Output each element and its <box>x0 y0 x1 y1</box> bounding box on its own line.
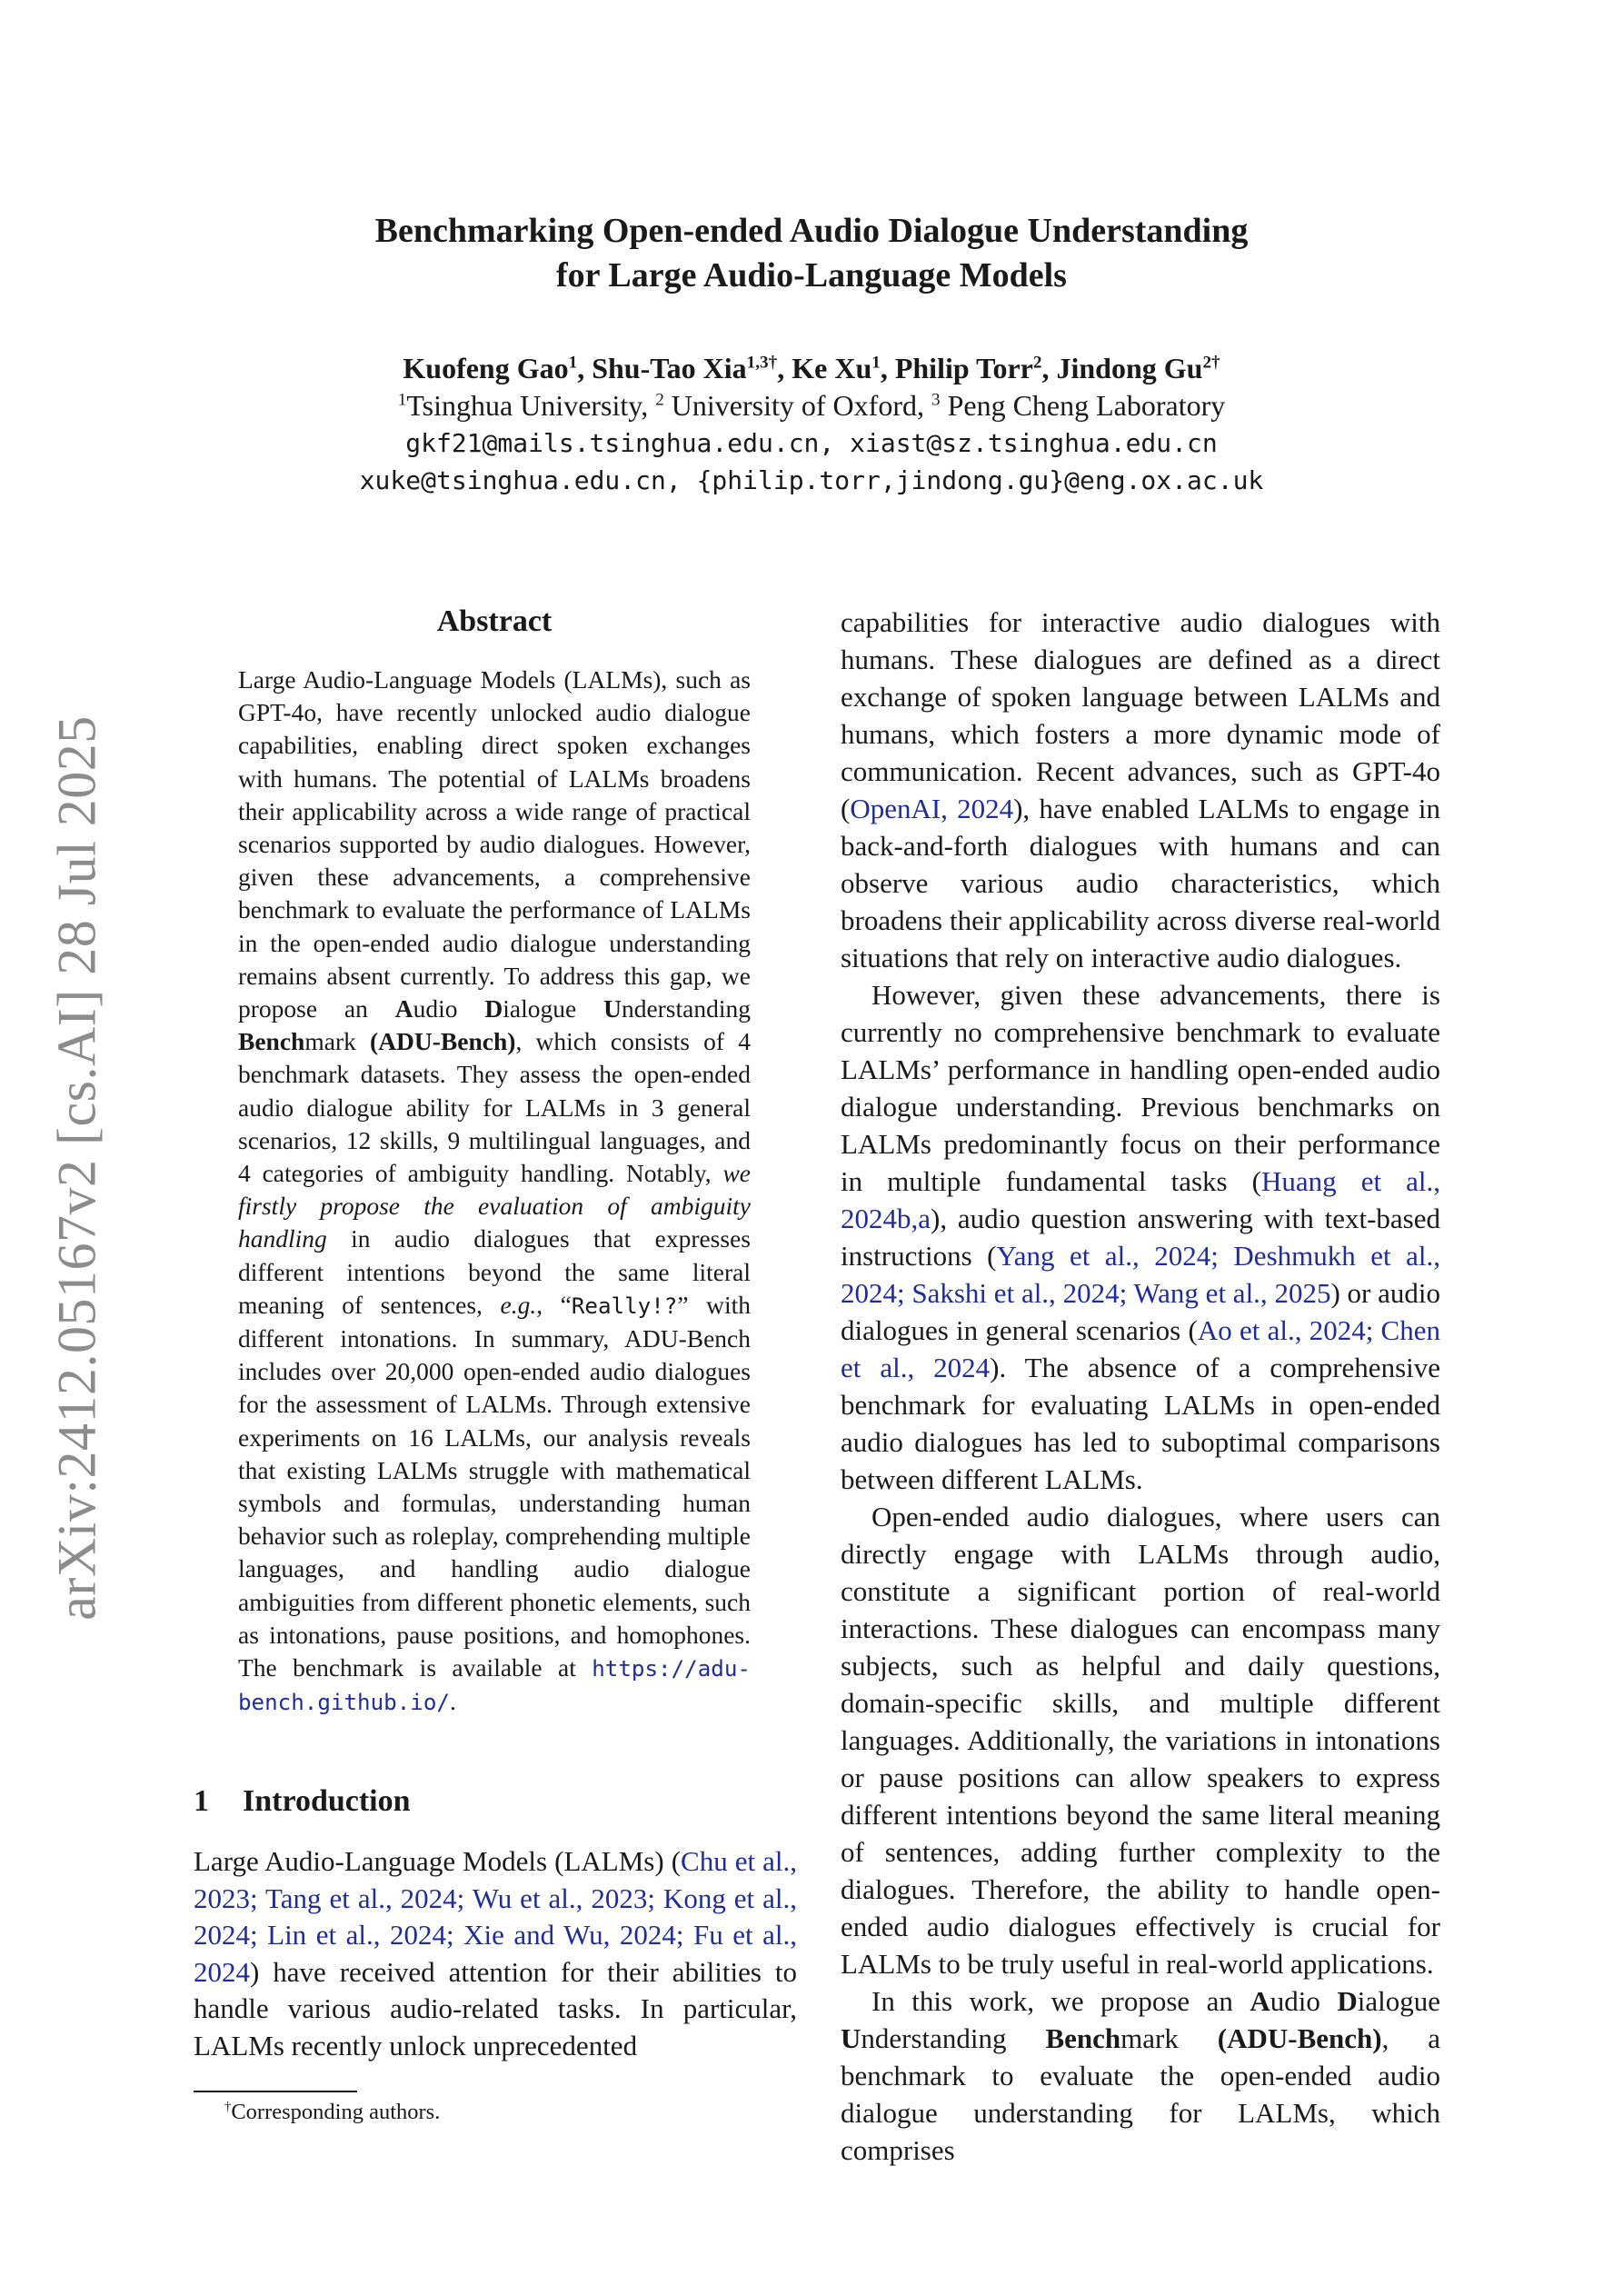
benchmark-url-link[interactable]: https://adu-bench.github.io/ <box>238 1656 751 1716</box>
acronym-letter: A <box>1250 1985 1270 2017</box>
body-text: ), audio question answering with text-based instructions ( <box>841 1203 1440 1272</box>
abstract-text: , which consists of 4 benchmark datasets. They assess the open-ended audio dialogue ability for LALMs in 3 general scenarios, 12 skills, 9 multilingual languages, and 4 categories of ambiguity handling. Notably, <box>238 1027 751 1188</box>
body-paragraph <box>841 604 1440 976</box>
acronym-letter: U <box>603 994 622 1023</box>
footnote-mark: † <box>224 2099 232 2114</box>
affiliation: University of Oxford, <box>663 389 931 422</box>
acronym-letter: D <box>484 994 503 1023</box>
intro-paragraph <box>194 1843 797 2064</box>
author-block <box>175 350 1448 499</box>
author-name: Philip Torr <box>894 352 1033 384</box>
footnote-divider <box>194 2091 357 2092</box>
acronym-letter: Bench <box>1045 2022 1121 2054</box>
body-text: udio <box>1270 1985 1338 2017</box>
author-affiliation-mark: 2 <box>1032 353 1042 373</box>
affiliation: Tsinghua University, <box>406 389 656 422</box>
body-text: capabilities for interactive audio dialogues with humans. These dialogues are defined as a direct exchange of spoken language between LALMs and humans, which fosters a more dynamic mode of communication. Recent advances, such as GPT-4o ( <box>841 606 1440 824</box>
affiliations <box>175 387 1448 424</box>
title-line-2: for Large Audio-Language Models <box>556 256 1067 294</box>
abstract-text: , “ <box>536 1290 572 1319</box>
abstract-paragraph <box>238 664 751 1720</box>
citation-link[interactable]: Yang et al., 2024; Deshmukh et al., 2024; Sakshi et al., 2024; Wang et al., 2025 <box>841 1240 1440 1309</box>
acronym-letter: U <box>841 2022 861 2054</box>
emphasis-text: we firstly propose the evaluation of ambiguity handling <box>238 1159 751 1253</box>
acronym-letter: Bench <box>238 1027 305 1056</box>
author-affiliation-mark: 2† <box>1202 353 1220 373</box>
body-text: However, given these advancements, there is currently no comprehensive benchmark to evaluate LALMs’ performance in handling open-ended audio dialogue understanding. Previous benchmarks on LALMs predominantly focus on their performance in multiple fundamental tasks ( <box>841 979 1440 1197</box>
author-affiliation-mark: 1 <box>871 353 881 373</box>
author-affiliation-mark: 1,3† <box>746 353 778 373</box>
paper-title <box>175 209 1448 298</box>
body-paragraph <box>841 1982 1440 2169</box>
body-text: ) or audio dialogues in general scenarios ( <box>841 1277 1440 1346</box>
footnote-text: Corresponding authors. <box>231 2100 441 2124</box>
body-paragraph <box>841 976 1440 1498</box>
citation-link[interactable]: Ao et al., 2024; Chen et al., 2024 <box>841 1314 1440 1383</box>
acronym-letter: A <box>394 994 413 1023</box>
author-name: Kuofeng Gao <box>403 352 569 384</box>
benchmark-name: (ADU-Bench) <box>370 1027 516 1056</box>
body-text: ) have received attention for their abilities to handle various audio-related tasks. In particular, LALMs recently unlock unprecedented <box>194 1955 797 2061</box>
abstract-text: Large Audio-Language Models (LALMs), such as GPT-4o, have recently unlocked audio dialogue capabilities, enabling direct spoken exchanges with humans. The potential of LALMs broadens their applicability across a wide range of practical scenarios supported by audio dialogues. However, given these advancements, a comprehensive benchmark to evaluate the performance of LALMs in the open-ended audio dialogue understanding remains absent currently. To address this gap, we propose an <box>238 665 751 1023</box>
arxiv-sidebar-stamp <box>41 700 114 1636</box>
footnote <box>224 2098 440 2127</box>
acronym-letter: D <box>1337 1985 1358 2017</box>
abstract-text: . <box>450 1687 456 1716</box>
body-text: Large Audio-Language Models (LALMs) ( <box>194 1845 682 1877</box>
arxiv-identifier: arXiv:2412.05167v2 [cs.AI] 28 Jul 2025 <box>46 715 107 1621</box>
body-text: mark <box>1120 2022 1218 2054</box>
affiliation: Peng Cheng Laboratory <box>940 389 1226 422</box>
benchmark-name: (ADU-Bench) <box>1217 2022 1382 2054</box>
email-line-2: xuke@tsinghua.edu.cn, {philip.torr,jindong.gu}@eng.ox.ac.uk <box>359 465 1264 495</box>
body-text: ialogue <box>1357 1985 1440 2017</box>
code-example: Really!? <box>571 1293 678 1319</box>
right-column <box>841 604 1440 2169</box>
citation-link[interactable]: Chu et al., 2023; Tang et al., 2024; Wu et al., 2023; Kong et al., 2024; Lin et al., 2024; Xie and Wu, 2024; Fu et al., 2024 <box>194 1845 798 1988</box>
affiliation-mark: 1 <box>397 390 407 410</box>
body-text: In this work, we propose an <box>871 1985 1250 2017</box>
section-title: Introduction <box>243 1784 411 1818</box>
author-name: Ke Xu <box>792 352 872 384</box>
author-name: Shu-Tao Xia <box>592 352 747 384</box>
abstract-heading: Abstract <box>436 604 553 638</box>
affiliation-mark: 2 <box>655 390 664 410</box>
emphasis-text: e.g. <box>500 1290 537 1319</box>
abstract-text: in audio dialogues that expresses different intentions beyond the same literal meaning of sentences, <box>238 1224 751 1319</box>
abstract-text: mark <box>304 1027 371 1056</box>
author-names: Kuofeng Gao$^1$, Shu-Tao Xia$^{1,3\dagger}$, Ke Xu$^1$, Philip Torr$^2$, Jindong $Gu^{2\dagger}$ <box>403 352 1220 384</box>
body-text: ), have enabled LALMs to engage in back-and-forth dialogues with humans and can observe various audio characteristics, which broadens their applicability across diverse real-world situations that rely on interactive audio dialogues. <box>841 793 1441 973</box>
email-line-1: gkf21@mails.tsinghua.edu.cn, xiast@sz.tsinghua.edu.cn <box>405 428 1218 458</box>
body-paragraph: Open-ended audio dialogues, where users can directly engage with LALMs through audio, constitute a significant portion of real-world interactions. These dialogues can encompass many subjects, such as helpful and daily questions, domain-specific skills, and multiple different languages. Additionally, the variations in intonations or pause positions can allow speakers to express different intentions beyond the same literal meaning of sentences, adding further complexity to the dialogues. Therefore, the ability to handle open-ended audio dialogues effectively is crucial for LALMs to be truly useful in real-world applications. <box>841 1501 1440 1980</box>
citation-link[interactable]: Huang et al., 2024b,a <box>841 1165 1441 1234</box>
section-heading <box>194 1782 797 1822</box>
affiliation-mark: 3 <box>931 390 941 410</box>
abstract-text: ” with different intonations. In summary, ADU-Bench includes over 20,000 open-ended audio dialogues for the assessment of LALMs. Through extensive experiments on 16 LALMs, our analysis reveals that existing LALMs struggle with mathematical symbols and formulas, understanding human behavior such as roleplay, comprehending multiple languages, and handling audio dialogue ambiguities from different phonetic elements, such as intonations, pause positions, and homophones. The benchmark is available at <box>238 1290 751 1682</box>
author-affiliation-mark: 1 <box>568 353 578 373</box>
body-text: ). The absence of a comprehensive benchmark for evaluating LALMs in open-ended audio dialogues has led to suboptimal comparisons between different LALMs. <box>841 1352 1441 1495</box>
author-name: Jindong Gu <box>1056 352 1203 384</box>
citation-link[interactable]: OpenAI, 2024 <box>850 793 1014 824</box>
title-line-1: Benchmarking Open-ended Audio Dialogue Understanding <box>374 212 1249 250</box>
body-text: nderstanding <box>861 2022 1046 2054</box>
abstract-text: udio <box>413 994 485 1023</box>
section-number: 1 <box>194 1784 209 1818</box>
abstract-section <box>238 600 751 1720</box>
introduction-section <box>194 1782 797 2064</box>
abstract-text: ialogue <box>503 994 604 1023</box>
abstract-text: nderstanding <box>621 994 751 1023</box>
body-text: , a benchmark to evaluate the open-ended audio dialogue understanding for LALMs, which comprises <box>841 2022 1441 2166</box>
